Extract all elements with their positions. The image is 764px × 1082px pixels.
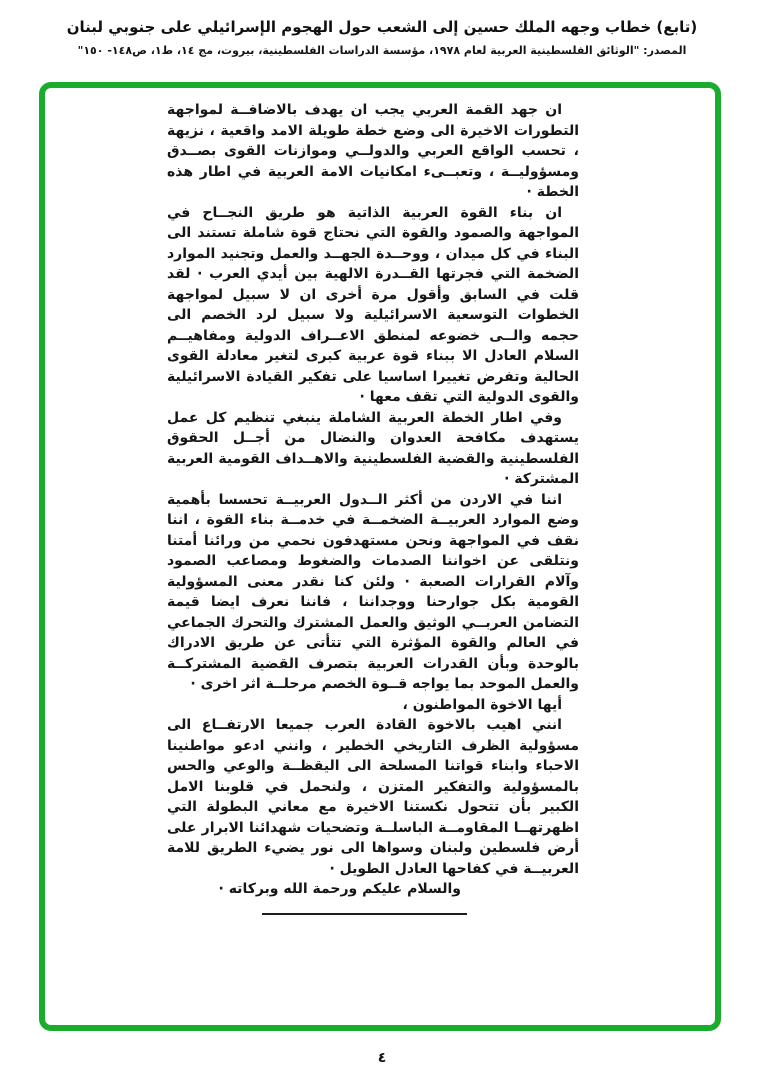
- paragraph: ان بناء القوة العربية الذاتية هو طريق النجــاح في المواجهة والصمود والقوة التي نحتاج قوة شاملة تستند الى البناء في كل ميدان ، ووحــدة الجهــد والعمل وتجنيد الموارد الضخمة التي فجرتها القــدرة الالهية بين أيدي العرب · لقد قلت في السابق وأقول مرة أخرى ان لا سبيل لمواجهة الخطوات التوسعية الاسرائيلية ولا سبيل لرد الخصم الى حجمه والــى خضوعه لمنطق الاعــراف الدولية ومفاهيــم السلام العادل الا ببناء قوة عربية كبرى لتغير معادلة القوى الحالية وتفرض تغييرا اساسيا على تفكير القيادة الاسرائيلية والقوى الدولية التي تقف معها ·: [167, 204, 579, 405]
- speech-text-column: [167, 100, 579, 915]
- page-header: [60, 16, 704, 59]
- paragraph: ان جهد القمة العربي يجب ان يهدف بالاضافــة لمواجهة التطورات الاخيرة الى وضع خطة طويلة الامد واقعية ، نزيهة ، تحسب الواقع العربي والدولــي وموازنات القوى بصــدق ومسؤوليــة ، وتعبــىء امكانيات الامة العربية في اطار هذه الخطة ·: [167, 102, 579, 200]
- closing-salutation: والسلام عليكم ورحمة الله وبركاته ·: [218, 881, 461, 897]
- document-source-citation: المصدر: "الوثائق الفلسطينية العربية لعام ١٩٧٨، مؤسسة الدراسات الفلسطينية، بيروت، مج ١٤، ط١، ص١٤٨- ١٥٠": [77, 44, 687, 57]
- page-number: ٤: [377, 1050, 387, 1066]
- paragraph: انني اهيب بالاخوة القادة العرب جميعا الارتفــاع الى مسؤولية الظرف التاريخي الخطير ، وانني ادعو مواطنينا الاحباء وابناء قواتنا المسلحة الى اليقظــة والوعي والحس بالمسؤولية والتفكير المتزن ، ولنحمل في قلوبنا الامل الكبير بأن تتحول نكستنا الاخيرة مع معاني البطولة التي اظهرتهــا المقاومــة الباسلــة وتضحيات شهدائنا الابرار على أرض فلسطين ولبنان وسواها الى نور يضيء الطريق للامة العربيــة في كفاحها العادل الطويل ·: [167, 717, 579, 877]
- paragraph: وفي اطار الخطة العربية الشاملة ينبغي تنظيم كل عمل يستهدف مكافحة العدوان والنضال من أجــل الحقوق الفلسطينية والقضية الفلسطينية والاهــداف القومية العربية المشتركة ·: [167, 409, 579, 487]
- end-rule-divider: [262, 913, 467, 915]
- vocative-line: أيها الاخوة المواطنون ،: [402, 696, 562, 713]
- document-title: (تابع) خطاب وجهه الملك حسين إلى الشعب حول الهجوم الإسرائيلي على جنوبي لبنان: [66, 18, 698, 36]
- green-border-frame: [39, 82, 721, 1031]
- paragraph: اننا في الاردن من أكثر الــدول العربيــة تحسسا بأهمية وضع الموارد العربيــة الضخمــة في خدمــة بناء القوة ، اننا نقف في المواجهة ونحن مستهدفون نحمي من ورائنا أمتنا ونتلقى عن اخواننا الصدمات والضغوط ومصاعب الصمود وآلام القرارات الصعبة · ولئن كنا نقدر معنى المسؤولية القومية بكل جوارحنا ووجداننا ، فاننا نعرف ايضا قيمة التضامن العربــي الوثيق والعمل المشترك والتحرك الجماعي في العالم والقوة المؤثرة التي تتأتى عن طريق الادراك بالوحدة وبأن القدرات العربية بتصرف القضية المشتركــة والعمل الموحد بما يواجه قــوة الخصم مرحلــة اثر اخرى ·: [167, 491, 579, 692]
